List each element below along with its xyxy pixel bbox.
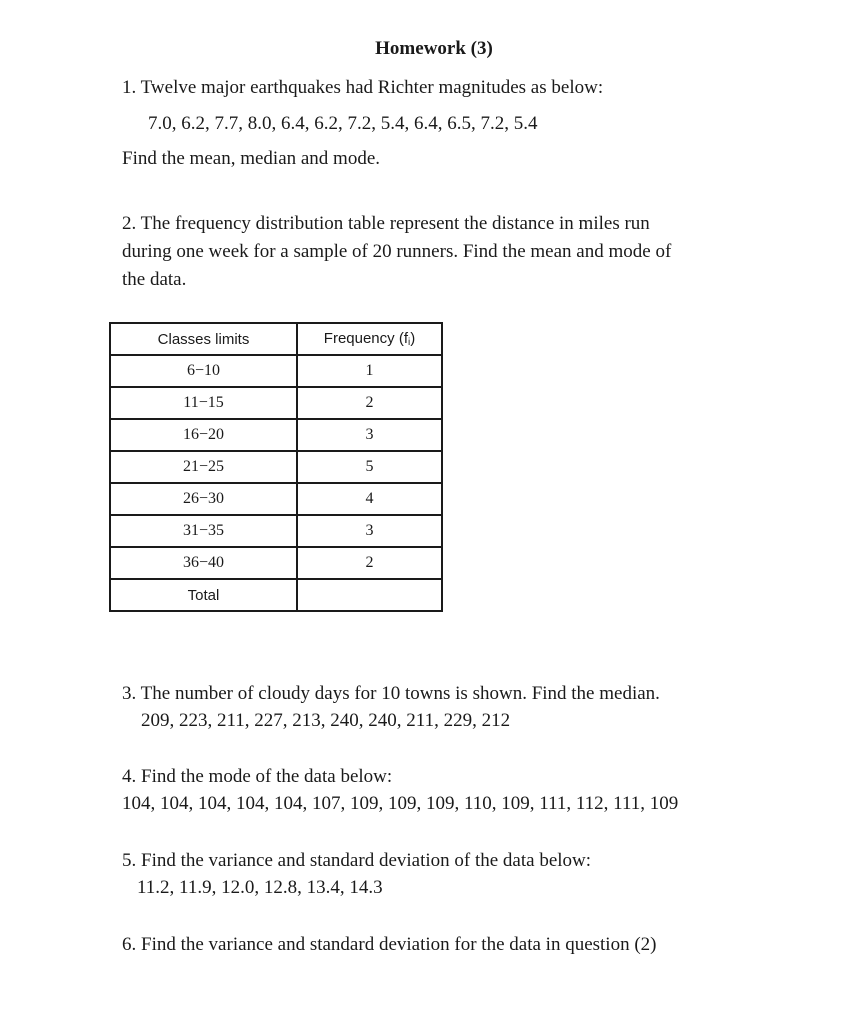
question-1-task: Find the mean, median and mode. xyxy=(122,148,381,169)
total-label: Total xyxy=(110,579,297,611)
question-2-line-3: the data. xyxy=(122,269,187,290)
header-frequency: Frequency $(f_i)$ xyxy=(297,323,442,355)
question-4-text: 4. Find the mode of the data below: xyxy=(122,766,393,787)
table-row xyxy=(110,387,442,419)
question-6-text: 6. Find the variance and standard deviation for the data in question (2) xyxy=(122,934,657,955)
frequency-cell: 1 xyxy=(297,355,442,387)
table-row xyxy=(110,451,442,483)
frequency-cell: 4 xyxy=(297,483,442,515)
frequency-cell: 3 xyxy=(297,515,442,547)
header-class-limits: Classes limits xyxy=(110,323,297,355)
table-row xyxy=(110,515,442,547)
table-row xyxy=(110,483,442,515)
class-limits-cell: 31−35 xyxy=(110,515,297,547)
table-header-row xyxy=(110,323,442,355)
class-limits-cell: 6−10 xyxy=(110,355,297,387)
table-row xyxy=(110,355,442,387)
class-limits-cell: 21−25 xyxy=(110,451,297,483)
question-5-data: 11.2, 11.9, 12.0, 12.8, 13.4, 14.3 xyxy=(137,877,383,898)
frequency-table xyxy=(109,322,443,612)
page-title: Homework (3) xyxy=(375,38,493,59)
question-1-text: 1. Twelve major earthquakes had Richter magnitudes as below: xyxy=(122,77,604,98)
table-row xyxy=(110,419,442,451)
question-2-line-2: during one week for a sample of 20 runners. Find the mean and mode of xyxy=(122,241,672,262)
frequency-cell: 2 xyxy=(297,387,442,419)
frequency-cell: 5 xyxy=(297,451,442,483)
question-2-line-1: 2. The frequency distribution table represent the distance in miles run xyxy=(122,213,650,234)
class-limits-cell: 16−20 xyxy=(110,419,297,451)
frequency-cell: 3 xyxy=(297,419,442,451)
class-limits-cell: 36−40 xyxy=(110,547,297,579)
table-total-row xyxy=(110,579,442,611)
frequency-cell: 2 xyxy=(297,547,442,579)
question-5-text: 5. Find the variance and standard deviation of the data below: xyxy=(122,850,592,871)
table-row xyxy=(110,547,442,579)
class-limits-cell: 11−15 xyxy=(110,387,297,419)
question-4-data: 104, 104, 104, 104, 104, 107, 109, 109, 109, 110, 109, 111, 112, 111, 109 xyxy=(122,793,679,814)
total-value xyxy=(297,579,442,611)
class-limits-cell: 26−30 xyxy=(110,483,297,515)
question-3-data: 209, 223, 211, 227, 213, 240, 240, 211, 229, 212 xyxy=(141,710,511,731)
question-1-data: 7.0, 6.2, 7.7, 8.0, 6.4, 6.2, 7.2, 5.4, 6.4, 6.5, 7.2, 5.4 xyxy=(148,113,538,134)
question-3-text: 3. The number of cloudy days for 10 towns is shown. Find the median. xyxy=(122,683,660,704)
